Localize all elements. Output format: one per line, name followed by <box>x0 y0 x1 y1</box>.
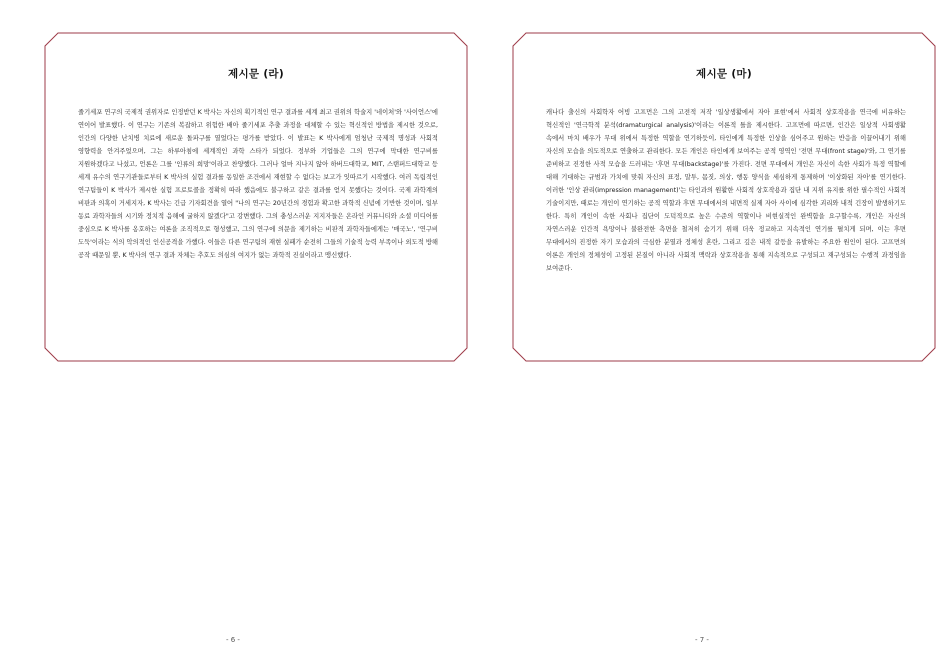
passage-card-ma <box>512 32 936 362</box>
passage-title: 제시문 (마) <box>696 68 752 80</box>
passage-body: 줄기세포 연구의 국제적 권위자로 인정받던 K 박사는 자신의 획기적인 연구 결과를 세계 최고 권위의 학술지 '네이처'와 '사이언스'에 연이어 발표했다. 이 연구는 기존의 복잡하고 위험한 배아 줄기세포 추출 과정을 대체할 수 있는 혁신적인 방법을 제시한 것으로, 인간의 다양한 난치병 치료에 새로운 돌파구를 열었다는 평가를 받았다. 이 발표는 K 박사에게 엄청난 국제적 명성과 사회적 영향력을 안겨주었으며, 그는 하루아침에 세계적인 과학 스타가 되었다. 정부와 기업들은 그의 연구에 막대한 연구비를 지원하겠다고 나섰고, 언론은 그를 '인류의 희망'이라고 찬양했다. 그러나 얼마 지나지 않아 하버드대학교, MIT, 스탠퍼드대학교 등 세계 유수의 연구기관들로부터 K 박사의 실험 결과를 동일한 조건에서 재현할 수 없다는 보고가 잇따르기 시작했다. 여러 독립적인 연구팀들이 K 박사가 제시한 실험 프로토콜을 정확히 따라 했음에도 불구하고 같은 결과를 얻지 못했다는 것이다. 국제 과학계의 비판과 의혹이 거세지자, K 박사는 긴급 기자회견을 열어 "나의 연구는 20년간의 경험과 확고한 과학적 신념에 기반한 것이며, 일부 동료 과학자들의 시기와 정치적 음해에 굴하지 않겠다"고 강변했다. 그의 충성스러운 지지자들은 온라인 커뮤니티와 소셜 미디어를 중심으로 K 박사를 옹호하는 여론을 조직적으로 형성했고, 그의 연구에 의문을 제기하는 비판적 과학자들에게는 '매국노', '연구비 도둑'이라는 식의 악의적인 인신공격을 가했다. 이들은 다른 연구팀의 재현 실패가 순전히 그들의 기술적 능력 부족이나 외도적 방해 공작 때문일 뿐, K 박사의 연구 결과 자체는 추호도 의심의 여지가 없는 과학적 진실이라고 맹신했다. <box>78 109 438 259</box>
passage-card-ra <box>44 32 468 362</box>
page-number: - 6 - <box>226 636 240 644</box>
passage-title: 제시문 (라) <box>228 68 284 80</box>
passage-body: 캐나다 출신의 사회학자 어빙 고프먼은 그의 고전적 저작 '일상생활에서 자아 표현'에서 사회적 상호작용을 연극에 비유하는 혁신적인 '연극학적 분석(dramaturgical analysis)'이라는 이론적 틀을 제시한다. 고프먼에 따르면, 인간은 일상적 사회생활 속에서 마치 배우가 무대 위에서 특정한 역할을 연기하듯이, 타인에게 특정한 인상을 심어주고 원하는 반응을 이끌어내기 위해 자신의 모습을 의도적으로 연출하고 관리한다. 모든 개인은 타인에게 보여주는 공적 영역인 '전면 무대(front stage)'와, 그 연기를 준비하고 진정한 사적 모습을 드러내는 '후면 무대(backstage)'를 가진다. 전면 무대에서 개인은 자신이 속한 사회가 특정 역할에 대해 기대하는 규범과 가치에 맞춰 자신의 표정, 말투, 몸짓, 의상, 행동 양식을 세심하게 통제하며 '이상화된 자아'를 연기한다. 이러한 '인상 관리(impression management)'는 타인과의 원활한 사회적 상호작용과 집단 내 지위 유지를 위한 필수적인 사회적 기술이지만, 때로는 개인이 연기하는 공적 역할과 후면 무대에서의 내면적 실제 자아 사이에 심각한 괴리와 내적 긴장이 발생하기도 한다. 특히 개인이 속한 사회나 집단이 도덕적으로 높은 수준의 역할이나 비현실적인 완벽함을 요구할수록, 개인은 자신의 자연스러운 인간적 욕망이나 불완전한 측면을 철저히 숨기기 위해 더욱 정교하고 지속적인 연기를 펼치게 되며, 이는 후면 무대에서의 진정한 자기 모습과의 극심한 분열과 정체성 혼란, 그리고 깊은 내적 갈등을 유발하는 주요한 원인이 된다. 고프먼의 이론은 개인의 정체성이 고정된 본질이 아니라 사회적 맥락과 상호작용을 통해 지속적으로 구성되고 재구성되는 수행적 과정임을 보여준다. <box>546 109 906 272</box>
page-number: - 7 - <box>695 636 709 644</box>
